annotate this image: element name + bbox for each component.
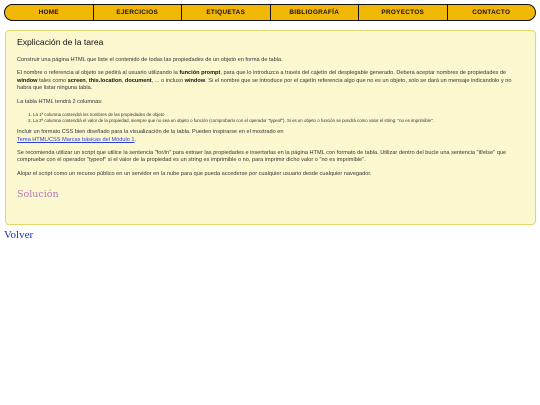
top-navbar: [4, 4, 536, 21]
columns-list: [17, 112, 525, 123]
list-item: 1. La 1ª columna contendrá los nombres de las propiedades de objeto: [33, 112, 525, 118]
prompt-paragraph: [17, 70, 525, 92]
nav-contacto[interactable]: CONTACTO: [472, 9, 511, 16]
script-paragraph: Se recomienda utilizar un script que utilice la sentencia "for/in" para extraer las propiedades e insertarlas en la página HTML con formato de tabla. Utilizar dentro del bucle una sentencia "if/else" que compruebe con el operador "typeof" si el valor de la propiedad es un string es imprimible o no, para imprimir dicho valor o "no es imprimible".: [17, 150, 507, 164]
volver-link[interactable]: Volver: [4, 229, 34, 241]
hosting-paragraph: Alojar el script como un recurso público en un servidor en la nube para que pueda accederse por cualquier usuario desde cualquier navegador.: [17, 170, 372, 177]
solucion-link[interactable]: Solución: [17, 189, 59, 201]
list-item: 2. La 2ª columna contendrá el valor de la propiedad, siempre que no sea un objeto o función (comprobarlo con el operador "typeof"). Si es un objeto o función se pondrá como valor el string: "no es imprimible".: [33, 118, 525, 124]
intro-paragraph: Construir una página HTML que liste el contenido de todas las propiedades de un objeto en forma de tabla.: [17, 57, 283, 63]
text-segment: ,: [85, 77, 89, 84]
css-paragraph: [17, 129, 525, 144]
bold-term: función prompt: [179, 70, 221, 77]
nav-proyectos[interactable]: PROYECTOS: [359, 5, 448, 20]
text-segment: , ... o incluso: [151, 77, 185, 84]
text-segment: . Si el nombre que se introduce por el cajetín referencia algo que no es un objeto, solo se dará un mensaje indicandolo y no habra que listar ninguna tabla.: [17, 77, 512, 92]
bold-term: window: [17, 77, 38, 84]
css-paragraph-text: Incluir un formato CSS bien diseñado para la visualización de la tabla. Pueden inspirarse en el mostrado en: [17, 129, 284, 136]
text-segment: , para que lo introduzca a través del cajetín del desplegable generado. Debera aceptar nombres de propiedades de: [220, 70, 507, 77]
columns-paragraph: La tabla HTML tendrá 2 columnas:: [17, 98, 103, 105]
bold-term: screen: [67, 77, 86, 84]
bold-term: document: [124, 77, 152, 84]
task-explanation-panel: [5, 30, 536, 225]
text-segment: ,: [121, 77, 125, 84]
nav-home[interactable]: HOME: [5, 5, 94, 20]
bold-term: window: [184, 77, 206, 84]
nav-bibliografia[interactable]: BIBLIOGRAFÍA: [271, 5, 360, 20]
text-segment: tales como: [37, 77, 68, 84]
text-segment: El nombre o referencia al objeto se pedirá al usuario utilizando la: [17, 70, 180, 77]
bold-term: this.location: [88, 77, 122, 84]
nav-etiquetas[interactable]: ETIQUETAS: [182, 5, 271, 20]
panel-title: Explicación de la tarea: [17, 37, 104, 47]
css-paragraph-end: .: [134, 136, 137, 143]
tema-html-css-link[interactable]: Tema HTML/CSS Marcas básicas del Módulo 1: [17, 136, 135, 143]
nav-ejercicios[interactable]: EJERCICIOS: [94, 5, 183, 20]
